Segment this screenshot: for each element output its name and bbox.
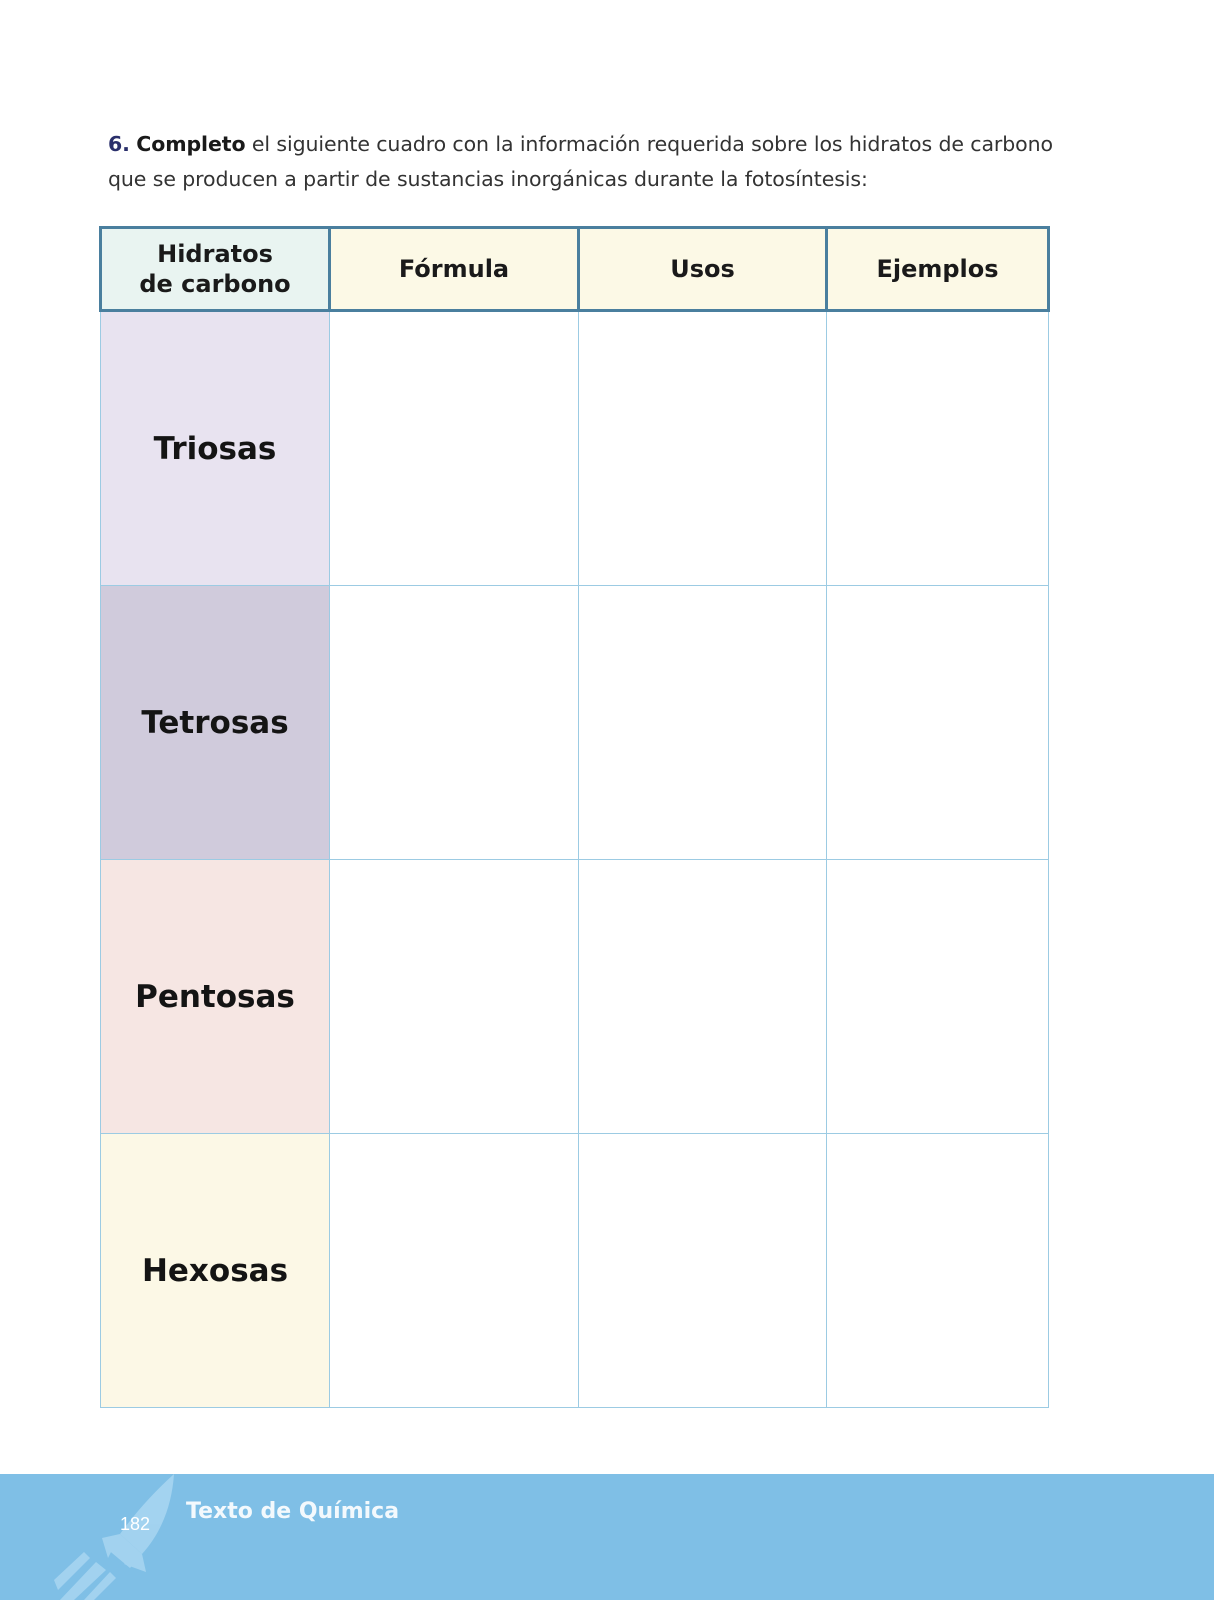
cell-pentosas-formula[interactable] [330,860,579,1134]
header-carbohydrates-line1: Hidratos [157,240,273,268]
table-row [101,1134,1049,1408]
carbohydrates-table [99,226,1050,1408]
cell-hexosas-examples[interactable] [827,1134,1049,1408]
book-title: Texto de Química [186,1499,400,1524]
row-label-hexosas: Hexosas [101,1134,330,1408]
row-label-triosas: Triosas [101,311,330,586]
row-label-pentosas: Pentosas [101,860,330,1134]
page-footer [0,1474,1214,1600]
table-row [101,586,1049,860]
table-row [101,311,1049,586]
header-uses: Usos [579,228,827,311]
header-examples: Ejemplos [827,228,1049,311]
cell-tetrosas-formula[interactable] [330,586,579,860]
activity-number: 6. [108,131,130,156]
header-carbohydrates-line2: de carbono [139,270,291,298]
cell-hexosas-formula[interactable] [330,1134,579,1408]
instruction-body: el siguiente cuadro con la información requerida sobre los hidratos de carbono que se producen a partir de sustancias inorgánicas durante la fotosíntesis: [108,131,1053,191]
cell-triosas-examples[interactable] [827,311,1049,586]
cell-tetrosas-uses[interactable] [579,586,827,860]
page-number: 182 [119,1514,151,1534]
cell-hexosas-uses[interactable] [579,1134,827,1408]
row-label-tetrosas: Tetrosas [101,586,330,860]
cell-pentosas-uses[interactable] [579,860,827,1134]
instruction-text [108,127,1068,197]
header-carbohydrates [101,228,330,311]
cell-pentosas-examples[interactable] [827,860,1049,1134]
table-row [101,860,1049,1134]
cell-triosas-uses[interactable] [579,311,827,586]
cell-triosas-formula[interactable] [330,311,579,586]
rocket-icon [50,1474,190,1600]
cell-tetrosas-examples[interactable] [827,586,1049,860]
header-formula: Fórmula [330,228,579,311]
table-header-row [101,228,1049,311]
instruction-verb: Completo [136,131,246,156]
